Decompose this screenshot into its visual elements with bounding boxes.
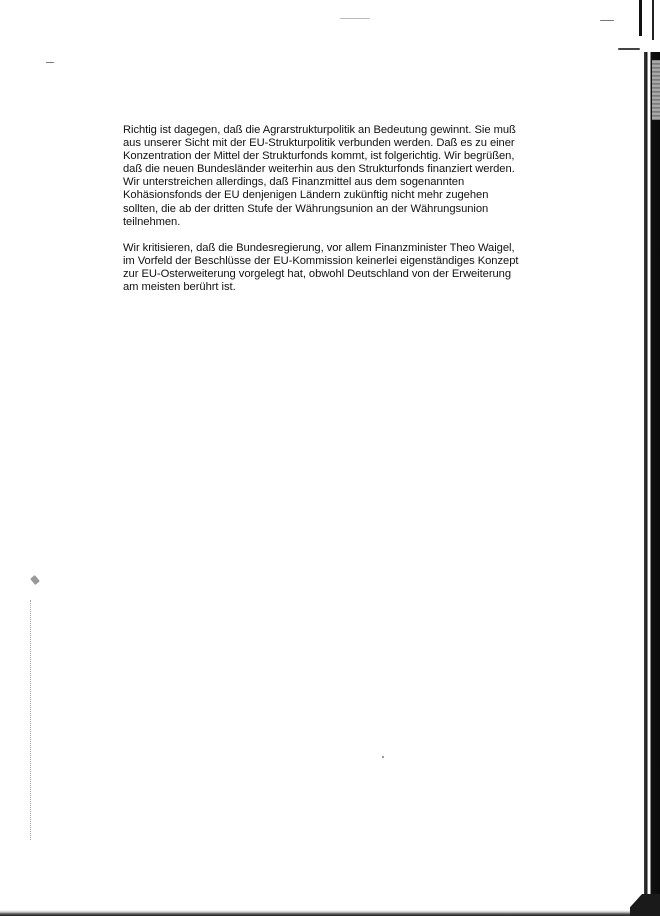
scan-speck — [46, 62, 54, 63]
scan-speck — [30, 575, 40, 585]
paragraph: Richtig ist dagegen, daß die Agrarstrukturpolitik an Bedeutung gewinnt. Sie muß aus unserer Sicht mit der EU-Strukturpolitik verbunden werden. Daß es zu einer Konzentration der Mittel der Strukturfonds kommt, ist folgerichtig. Wir begrüßen, daß die neuen Bundesländer weiterhin aus den Strukturfonds finanziert werden. Wir unterstreichen allerdings, daß Finanzmittel aus dem sogenannten Kohäsionsfonds der EU denjenigen Ländern zukünftig nicht mehr zugehen sollten, die ab der dritten Stufe der Währungsunion an der Währungsunion teilnehmen. — [123, 124, 516, 228]
document-body — [123, 124, 523, 294]
scan-speck — [382, 756, 384, 758]
scan-speck — [600, 20, 614, 21]
scan-speck — [618, 48, 640, 50]
paragraph: Wir kritisieren, daß die Bundesregierung, vor allem Finanzminister Theo Waigel, im Vorfeld der Beschlüsse der EU-Kommission keinerlei eigenständiges Konzept zur EU-Osterweiterung vorgelegt hat, obwohl Deutschland von der Erweiterung am meisten berührt ist. — [123, 241, 519, 294]
scan-edge-right — [644, 52, 660, 898]
scan-edge-bottom — [0, 910, 660, 916]
scan-edge-strip — [652, 60, 660, 120]
scan-corner-fold — [630, 894, 660, 916]
scan-speck — [340, 18, 370, 19]
scan-left-margin-marks — [30, 600, 45, 840]
scan-edge-top-mark-2 — [652, 0, 654, 40]
scan-edge-top-mark — [639, 0, 642, 36]
